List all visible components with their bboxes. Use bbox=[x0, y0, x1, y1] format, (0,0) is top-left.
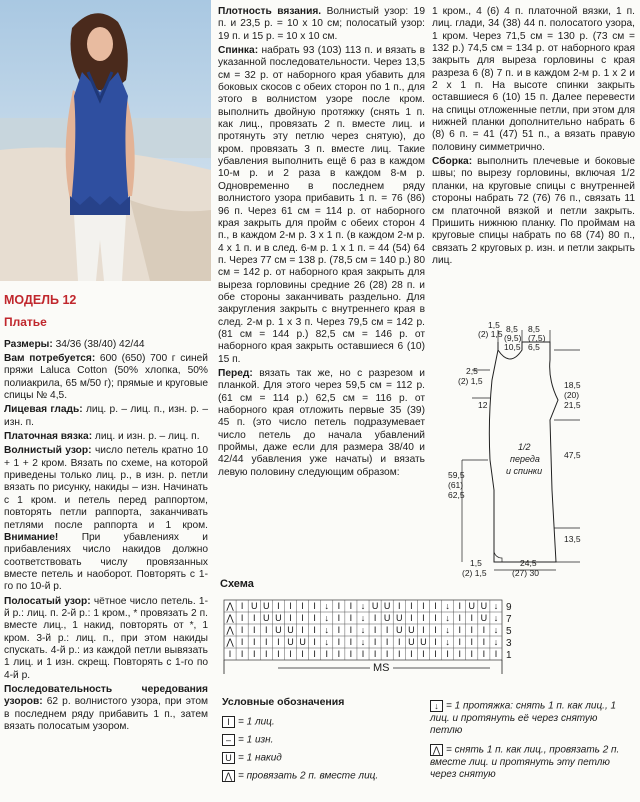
dim-bottom-2: (27) 30 bbox=[512, 568, 539, 578]
front-label: Перед: bbox=[218, 367, 253, 379]
chart-stitch-symbol: ⋀ bbox=[226, 613, 234, 623]
chart-stitch-symbol: I bbox=[494, 649, 498, 659]
chart-stitch-symbol: ↓ bbox=[324, 637, 329, 647]
knit-symbol: I bbox=[222, 716, 235, 728]
materials-label: Вам потребуется: bbox=[4, 353, 96, 365]
sequence-paragraph bbox=[4, 684, 208, 733]
stripe-label: Полосатый узор: bbox=[4, 595, 91, 607]
back-label: Спинка: bbox=[218, 45, 259, 57]
legend bbox=[218, 696, 636, 800]
chart-stitch-symbol: U bbox=[263, 601, 270, 611]
chart-stitch-symbol: I bbox=[361, 649, 365, 659]
model-title: МОДЕЛЬ 12 bbox=[4, 293, 77, 307]
chart-stitch-symbol: I bbox=[265, 637, 268, 647]
chart-stitch-symbol: U bbox=[287, 637, 294, 647]
chart-stitch-symbol: ↓ bbox=[445, 613, 450, 623]
scheme-row-3: 3 bbox=[506, 638, 512, 649]
dim-left-1: 2,5 bbox=[466, 366, 478, 376]
chart-stitch-symbol: I bbox=[337, 649, 341, 659]
chart-stitch-symbol: I bbox=[349, 649, 353, 659]
sk2p-symbol: ⋀ bbox=[430, 744, 443, 756]
chart-stitch-symbol: I bbox=[482, 649, 486, 659]
chart-stitch-symbol: I bbox=[240, 601, 244, 611]
dim-left-5: (61) bbox=[448, 480, 464, 490]
chart-stitch-symbol: ↓ bbox=[493, 613, 499, 623]
yarnover-symbol: U bbox=[222, 752, 235, 764]
legend-item-k2tog bbox=[222, 770, 378, 783]
chart-stitch-symbol: I bbox=[313, 637, 316, 647]
chart-stitch-symbol: I bbox=[482, 625, 486, 635]
chart-stitch-symbol: I bbox=[337, 637, 341, 647]
dim-top-4: (9,5) bbox=[504, 333, 522, 343]
materials-paragraph bbox=[4, 353, 208, 402]
scheme-title: Схема bbox=[220, 578, 254, 590]
knit-text: = 1 лиц. bbox=[238, 716, 275, 728]
dim-left-6: 62,5 bbox=[448, 490, 465, 500]
dim-bottom-3: 1,5 bbox=[470, 558, 482, 568]
chart-stitch-symbol: I bbox=[301, 601, 304, 611]
stripe-paragraph bbox=[4, 596, 208, 682]
sizes-text: 34/36 (38/40) 42/44 bbox=[52, 338, 145, 350]
scheme-row-7: 7 bbox=[506, 614, 512, 625]
gauge-paragraph bbox=[218, 6, 425, 43]
chart-stitch-symbol: I bbox=[325, 649, 328, 659]
chart-stitch-symbol: I bbox=[289, 649, 292, 659]
chart-stitch-symbol: I bbox=[434, 649, 437, 659]
chart-stitch-symbol: ↓ bbox=[493, 625, 499, 635]
chart-stitch-symbol: U bbox=[480, 613, 488, 623]
chart-stitch-symbol: I bbox=[446, 649, 449, 659]
chart-stitch-symbol: ↓ bbox=[445, 625, 450, 635]
chart-stitch-symbol: I bbox=[422, 649, 425, 659]
chart-stitch-symbol: I bbox=[252, 637, 256, 647]
dim-top-2: (2) 1,5 bbox=[478, 329, 503, 339]
chart-stitch-symbol: I bbox=[301, 625, 304, 635]
pattern-diagram bbox=[432, 320, 638, 582]
attention-text: При убавлениях и прибавлениях число накидов должно соответствовать числу провязанных вместе петель и наоборот. Повторять с 1-го по 10-й р. bbox=[4, 531, 208, 593]
chart-stitch-symbol: I bbox=[265, 649, 268, 659]
chart-stitch-symbol: I bbox=[240, 613, 244, 623]
chart-stitch-symbol: I bbox=[349, 601, 353, 611]
chart-stitch-symbol: I bbox=[337, 613, 341, 623]
chart-stitch-symbol: I bbox=[313, 613, 316, 623]
stripe-text: чётное число петель. 1-й р.: лиц. п. 2-й р.: 1 кром., * провязать 2 п. вместе лиц., 1 накид, повторять от *, 1 кром. 3-й р.: лиц. п., при этом накиды спускать. 4-й р.: из каждой петли вывязать 1 лиц. и 1 изн. скрещ. Повторять с 1-го по 4-й р. bbox=[4, 595, 208, 681]
wave-paragraph bbox=[4, 445, 208, 593]
chart-stitch-symbol: U bbox=[408, 637, 415, 647]
label-center-3: и спинки bbox=[506, 466, 543, 476]
scheme-repeat-label: MS bbox=[370, 662, 393, 674]
chart-stitch-symbol: I bbox=[373, 649, 377, 659]
chart-stitch-symbol: I bbox=[349, 637, 353, 647]
column-right bbox=[432, 6, 635, 269]
chart-stitch-symbol: I bbox=[410, 613, 413, 623]
chart-stitch-symbol: I bbox=[373, 637, 377, 647]
chart-stitch-symbol: I bbox=[277, 601, 280, 611]
chart-stitch-symbol: I bbox=[410, 601, 413, 611]
chart-stitch-symbol: ↓ bbox=[360, 625, 366, 635]
dim-right-5: 13,5 bbox=[564, 534, 581, 544]
chart-stitch-symbol: I bbox=[434, 625, 437, 635]
chart-stitch-symbol: I bbox=[422, 601, 425, 611]
dim-right-3: 21,5 bbox=[564, 400, 581, 410]
legend-item-yarnover bbox=[222, 752, 282, 765]
sizes-label: Размеры: bbox=[4, 338, 53, 350]
chart-stitch-symbol: ⋀ bbox=[226, 625, 234, 635]
chart-stitch-symbol: I bbox=[458, 601, 461, 611]
attention-label: Внимание! bbox=[4, 531, 59, 543]
dim-top-3: 8,5 bbox=[506, 324, 518, 334]
chart-stitch-symbol: I bbox=[385, 625, 389, 635]
assembly-paragraph bbox=[432, 156, 635, 267]
chart-stitch-symbol: ↓ bbox=[493, 637, 499, 647]
garter-paragraph bbox=[4, 431, 208, 443]
chart-stitch-symbol: ↓ bbox=[360, 613, 366, 623]
chart-stitch-symbol: ↓ bbox=[445, 601, 450, 611]
chart-stitch-symbol: U bbox=[420, 637, 427, 647]
stockinette-paragraph bbox=[4, 404, 208, 429]
chart-stitch-symbol: I bbox=[398, 601, 401, 611]
chart-stitch-symbol: ⋀ bbox=[226, 601, 234, 611]
gauge-label: Плотность вязания. bbox=[218, 6, 322, 17]
chart-stitch-symbol: I bbox=[373, 613, 377, 623]
dim-top-8: 6,5 bbox=[528, 342, 540, 352]
chart-stitch-symbol: U bbox=[480, 601, 488, 611]
chart-stitch-symbol: I bbox=[337, 625, 341, 635]
chart-stitch-symbol: I bbox=[434, 613, 437, 623]
chart-stitch-symbol: I bbox=[277, 649, 280, 659]
chart-stitch-symbol: I bbox=[301, 613, 304, 623]
chart-stitch-symbol: U bbox=[396, 625, 403, 635]
sequence-label: Последовательность чередования узоров: bbox=[4, 683, 208, 708]
chart-stitch-symbol: I bbox=[385, 649, 389, 659]
model-photo bbox=[0, 0, 211, 281]
scheme-row-9: 9 bbox=[506, 602, 512, 613]
dim-left-4: 59,5 bbox=[448, 470, 465, 480]
yarnover-text: = 1 накид bbox=[238, 752, 282, 764]
chart-stitch-symbol: I bbox=[277, 637, 280, 647]
chart-stitch-symbol: U bbox=[383, 613, 391, 623]
chart-stitch-symbol: I bbox=[252, 613, 256, 623]
chart-stitch-symbol: ↓ bbox=[324, 613, 329, 623]
legend-title: Условные обозначения bbox=[222, 696, 345, 708]
dim-top-5: 10,5 bbox=[504, 342, 521, 352]
chart-stitch-symbol: U bbox=[275, 613, 282, 623]
front-paragraph bbox=[218, 368, 425, 479]
chart-stitch-symbol: I bbox=[458, 649, 461, 659]
skp-symbol: ↓ bbox=[430, 700, 443, 712]
chart-stitch-symbol: I bbox=[422, 625, 425, 635]
chart-stitch-symbol: I bbox=[228, 649, 232, 659]
chart-stitch-symbol: I bbox=[313, 625, 316, 635]
dim-bottom-1: 24,5 bbox=[520, 558, 537, 568]
chart-stitch-symbol: I bbox=[385, 637, 389, 647]
legend-item-sk2p bbox=[430, 744, 630, 781]
chart-stitch-symbol: I bbox=[422, 613, 425, 623]
garter-label: Платочная вязка: bbox=[4, 431, 93, 443]
garter-text: лиц. и изн. р. – лиц. п. bbox=[92, 431, 200, 443]
chart-stitch-symbol: U bbox=[396, 613, 403, 623]
chart-stitch-symbol: ↓ bbox=[324, 601, 329, 611]
chart-stitch-symbol: I bbox=[265, 625, 268, 635]
sizes-paragraph bbox=[4, 339, 208, 351]
dim-bottom-4: (2) 1,5 bbox=[462, 568, 487, 578]
chart-stitch-symbol: I bbox=[458, 613, 461, 623]
chart-stitch-symbol: U bbox=[287, 625, 294, 635]
dim-right-4: 47,5 bbox=[564, 450, 581, 460]
chart-stitch-symbol: I bbox=[434, 637, 437, 647]
chart-stitch-symbol: I bbox=[470, 625, 474, 635]
chart-stitch-symbol: I bbox=[252, 625, 256, 635]
back-paragraph bbox=[218, 45, 425, 366]
column-middle bbox=[218, 6, 425, 481]
chart-stitch-symbol: U bbox=[371, 601, 379, 611]
chart-stitch-symbol: I bbox=[289, 613, 292, 623]
chart-stitch-symbol: I bbox=[398, 637, 401, 647]
back-text: набрать 93 (103) 113 п. и вязать в указанной последовательности. Через 13,5 см = 32 р. от наборного края убавить для боковых скосов с обеих сторон по 1 п., для этого в волнистом узоре после кром. выполнить двойную протяжку (снять 1 п. как лиц., провязать 2 п. вместе лиц. и протянуть эту петлю через снятую), до кром. провязать 3 п. вместе лиц. Такие убавления выполнить ещё 6 раз в каждом 10-м р. и 2 раза в каждом 8-м р. Одновременно в последнем ряду волнистого узора прибавить 1 п. = 76 (86) 96 п. Через 61 см = 114 р. от наборного края закрыть для пройм с обеих сторон 4 п., в каждом 2-м р. 3 х 1 п. (в каждом 2-м р. 4 х 1 п. и в след. 6-м р. 1 х 1 п. = 44 (54) 64 п. Через 77 см = 138 р. (78,5 см = 140 р.) 80 см = 142 р. от наборного края закрыть для выреза горловины средние 26 (28) 28 п. и обе стороны заканчивать раздельно. Для закругления закрыть с внутреннего края в след. 2-м р. 1 х 3 п. Через 79,5 см = 142 р. (81 см = 144 р.) 82,5 см = 146 р. от наборного края закрыть оставшиеся 6 (10) 15 п. bbox=[218, 45, 425, 365]
dim-left-3: 12 bbox=[478, 400, 488, 410]
chart-stitch-symbol: ↓ bbox=[324, 625, 329, 635]
chart-stitch-symbol: I bbox=[470, 613, 474, 623]
chart-stitch-symbol: I bbox=[313, 649, 316, 659]
chart-stitch-symbol: I bbox=[301, 649, 304, 659]
chart-stitch-symbol: I bbox=[434, 601, 437, 611]
chart-stitch-symbol: ↓ bbox=[493, 601, 499, 611]
chart-stitch-symbol: I bbox=[373, 625, 377, 635]
chart-stitch-symbol: ↓ bbox=[360, 601, 366, 611]
assembly-label: Сборка: bbox=[432, 156, 473, 168]
chart-stitch-symbol: I bbox=[458, 637, 461, 647]
chart-stitch-symbol: I bbox=[349, 625, 353, 635]
legend-item-knit bbox=[222, 716, 275, 729]
chart-stitch-symbol: U bbox=[408, 625, 415, 635]
chart-stitch-symbol: ↓ bbox=[445, 637, 450, 647]
chart-stitch-symbol: I bbox=[240, 637, 244, 647]
front-text: вязать так же, но с разрезом и планкой. Для этого через 59,5 см = 112 р. (61 см = 114 р.) 62,5 см = 116 р. от наборного края отложить первые 35 (39) 45 п. (это число петель подразумевает число петель до начала убавлений проймы, даже если для размера 38/40 и 42/44 убавления уже начаты) и вязать левую половину следующим образом: bbox=[218, 367, 425, 478]
dim-top-1: 1,5 bbox=[488, 320, 500, 330]
chart-stitch-symbol: U bbox=[383, 601, 391, 611]
dim-top-7: (7,5) bbox=[528, 333, 546, 343]
sk2p-text: = снять 1 п. как лиц., провязать 2 п. вместе лиц. и протянуть эту петлю через снятую bbox=[430, 744, 620, 780]
gauge-text: Волнистый узор: 19 п. и 23,5 р. = 10 х 10 см; полосатый узор: 19 п. и 15 р. = 10 х 10 см. bbox=[218, 6, 425, 42]
chart-stitch-symbol: ↓ bbox=[360, 637, 366, 647]
materials-text: 600 (650) 700 г синей пряжи Laluca Cotton (50% хлопка, 50% полиакрила, 65 м/50 г); прямые и круговые спицы № 4,5. bbox=[4, 353, 208, 402]
stockinette-label: Лицевая гладь: bbox=[4, 404, 83, 416]
chart-stitch-symbol: U bbox=[250, 601, 258, 611]
chart-stitch-symbol: I bbox=[313, 601, 316, 611]
chart-stitch-symbol: I bbox=[470, 649, 474, 659]
purl-symbol: – bbox=[222, 734, 235, 746]
dim-right-1: 18,5 bbox=[564, 380, 581, 390]
legend-item-skp bbox=[430, 700, 630, 737]
chart-stitch-symbol: I bbox=[289, 601, 292, 611]
dim-left-2: (2) 1,5 bbox=[458, 376, 483, 386]
stitch-chart bbox=[218, 578, 518, 688]
stitch-chart-grid bbox=[218, 578, 518, 688]
chart-stitch-symbol: U bbox=[468, 601, 476, 611]
chart-stitch-symbol: I bbox=[482, 637, 486, 647]
purl-text: = 1 изн. bbox=[238, 734, 274, 746]
wave-text: число петель кратно 10 + 1 + 2 кром. Вязать по схеме, на которой приведены только лиц. р., в изн. р. петли вязать по рисунку, накиды – изн. Начинать с 1 кром. и петель перед раппортом, повторять петли раппорта, заканчивать петлями после раппорта и 1 кром. bbox=[4, 445, 209, 531]
label-center-1: 1/2 bbox=[518, 442, 531, 452]
chart-stitch-symbol: U bbox=[299, 637, 306, 647]
chart-stitch-symbol: I bbox=[458, 625, 461, 635]
model-subtitle: Платье bbox=[4, 315, 47, 330]
chart-stitch-symbol: I bbox=[252, 649, 256, 659]
scheme-row-5: 5 bbox=[506, 626, 512, 637]
chart-stitch-symbol: ⋀ bbox=[226, 637, 234, 647]
dim-right-2: (20) bbox=[564, 390, 580, 400]
column-left bbox=[4, 294, 208, 735]
chart-stitch-symbol: I bbox=[240, 625, 244, 635]
k2tog-text: = провязать 2 п. вместе лиц. bbox=[238, 770, 379, 782]
front-continuation: 1 кром., 4 (6) 4 п. платочной вязки, 1 п. лиц. глади, 34 (38) 44 п. полосатого узора, 1 кром. Через 71,5 см = 130 р. (73 см = 132 р.) 74,5 см = 134 р. от наборного края закрыть для выреза горловины с края разреза 6 (8) 7 п. и в каждом 2-м р. 1 х 2 и 2 х 1 п. На высоте спинки закрыть оставшиеся 6 (10) 15 п. Далее перевести на спицы отложенные петли, при этом для нижней планки дополнительно набрать 6 (8) 6 п. = 41 (47) 51 п., а вязать правую половину симметрично. bbox=[432, 6, 635, 153]
pattern-outline bbox=[432, 320, 638, 582]
stockinette-text: лиц. р. – лиц. п., изн. р. – изн. п. bbox=[4, 404, 208, 428]
chart-stitch-symbol: U bbox=[263, 613, 270, 623]
chart-stitch-symbol: I bbox=[337, 601, 341, 611]
legend-item-purl bbox=[222, 734, 273, 747]
dim-top-6: 8,5 bbox=[528, 324, 540, 334]
chart-stitch-symbol: I bbox=[349, 613, 353, 623]
chart-stitch-symbol: I bbox=[470, 637, 474, 647]
chart-stitch-symbol: I bbox=[410, 649, 413, 659]
label-center-2: переда bbox=[510, 454, 540, 464]
skp-text: = 1 протяжка: снять 1 п. как лиц., 1 лиц. и протянуть её через снятую петлю bbox=[430, 700, 617, 736]
scheme-row-1: 1 bbox=[506, 650, 512, 661]
chart-stitch-symbol: I bbox=[398, 649, 401, 659]
assembly-text: выполнить плечевые и боковые швы; по вырезу горловины, включая 1/2 планки, на круговые спицы с внутренней стороны набрать 72 (76) 76 п., связать 11 см платочной вязкой и петли закрыть. Пришить нижнюю планку. По проймам на круговые спицы набрать по 68 (74) 80 п., связать 2 круговых р. изн. и петли закрыть лиц. bbox=[432, 156, 635, 266]
k2tog-symbol: ⋀ bbox=[222, 770, 235, 782]
sequence-text: 62 р. волнистого узора, при этом в последнем ряду прибавить 1 п., затем вязать полосатым узором. bbox=[4, 696, 208, 732]
wave-label: Волнистый узор: bbox=[4, 445, 92, 457]
chart-stitch-symbol: U bbox=[275, 625, 282, 635]
chart-stitch-symbol: I bbox=[240, 649, 244, 659]
